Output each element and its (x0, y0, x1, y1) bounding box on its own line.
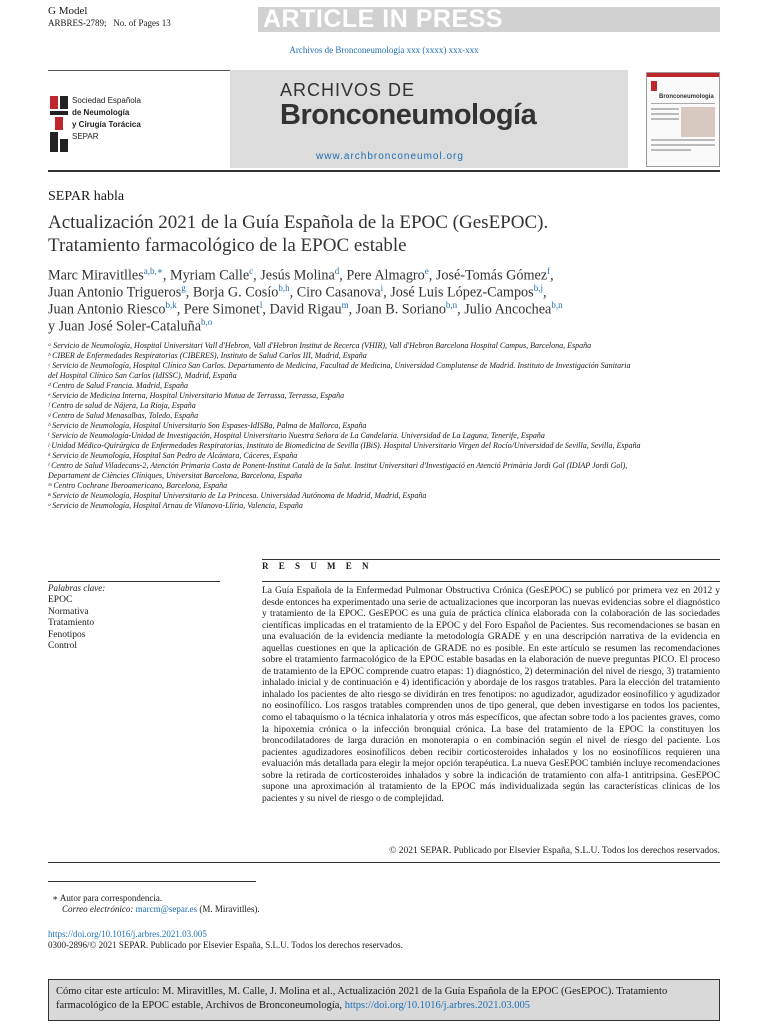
affiliation-item: ʰ Servicio de Neumología, Hospital Universitario Son Espases-IdISBa, Palma de Mallorca, España (48, 421, 367, 430)
affiliation-item: ᵒ Servicio de Neumología, Hospital Arnau de Vilanova-Llíria, Valencia, España (48, 501, 303, 510)
cover-title: Bronconeumología (659, 94, 714, 100)
author-name: Marc Miravitlles (48, 267, 144, 284)
author-name: , (542, 284, 547, 301)
author-affiliation-mark[interactable]: i (380, 283, 384, 293)
keywords-label: Palabras clave: (48, 583, 106, 593)
author-name: Juan Antonio Riesco (48, 301, 166, 318)
keywords-rule (48, 581, 220, 582)
gmodel-label: G Model (48, 5, 88, 17)
affiliation-item: ᵈ Centro de Salud Francia. Madrid, España (48, 381, 188, 390)
author-name: , Ciro Casanova (289, 284, 381, 301)
affiliation-item: del Hospital Clínico San Carlos (IdISSC), Madrid, España (48, 371, 237, 380)
author-name: , (550, 267, 554, 284)
keyword: Control (48, 641, 78, 652)
section-label: SEPAR habla (48, 189, 125, 204)
keyword: Fenotipos (48, 629, 86, 640)
journal-title-large: Bronconeumología (280, 99, 537, 131)
abstract-text: La Guía Española de la Enfermedad Pulmonar Obstructiva Crónica (GesEPOC) se publicó por primera vez en 2012 y desde entonces ha experimentado una serie de actualizaciones que incorporan las nuevas evidencias sobre el diagnóstico y tratamiento de la EPOC. GesEPOC es una guía de práctica clínica elaborada con la colaboración de las sociedades científicas implicadas en el tratamiento de la EPOC y del Foro Español de Pacientes. Sus recomendaciones se basan en una evaluación de la evidencia mediante la metodología GRADE y en una descripción narrativa de la evidencia en aquellas cuestiones en que la aplicación de GRADE no es posible. En este artículo se resumen las recomendaciones sobre el tratamiento farmacológico de la EPOC estable basadas en la elaboración de nueve preguntas PICO. El proceso de tratamiento de la EPOC comprende cuatro etapas: 1) diagnóstico, 2) determinación del nivel de riesgo, 3) tratamiento inhalado inicial y de continuación e 4) identificación y abordaje de los rasgos tratables. Para la elección del tratamiento inhalado los pacientes de alto riesgo se dividirán en tres fenotipos: no agudizador, agudizador eosinofílico y agudizador no eosinofílico. Los rasgos tratables comprenden unos de tipo general, que deben investigarse en todos los pacientes, como el tabaquismo o la técnica inhalatoria y otros más específicos, que afectan sobre todo a los pacientes graves, como la hipoxemia crónica o la infección bronquial crónica. La base del tratamiento de la EPOC la constituyen los broncodilatadores de larga duración en monoterapia o en combinación según el nivel de riesgo del paciente. Los pacientes agudizadores eosinofílicos deben recibir corticosteroides inhalados y los no eosinofílicos requieren una evaluación más detallada para elegir la mejor opción terapéutica. La nueva GesEPOC también incluye recomendaciones sobre la retirada de corticosteroides inhalados y sobre la indicación de tratamiento con alfa-1 antitripsina. GesEPOC supone una aproximación al tratamiento de la EPOC más individualizada según las características clínicas de los pacientes y su nivel de riesgo o de complejidad. (262, 586, 720, 804)
email-link[interactable]: marcm@separ.es (135, 904, 198, 914)
footnote-rule (48, 881, 256, 882)
keyword: Tratamiento (48, 618, 95, 629)
separ-logo-icon (49, 95, 71, 153)
affiliation-item: ʲ Unidad Médico-Quirúrgica de Enfermedades Respiratorias, Instituto de Biomedicina de Sevilla (IBiS). Hospital Universitario Virgen del Rocío/Universidad de Sevilla, Sevilla, España (48, 441, 641, 450)
author-list-line-4 (48, 317, 212, 336)
author-name: , Pere Almagro (339, 267, 425, 284)
author-list-line-3 (48, 300, 563, 319)
affiliation-item: ᶜ Servicio de Neumología, Hospital Clínico San Carlos. Departamento de Medicina, Facultad de Medicina, Universidad Complutense de Madrid. Instituto de Investigación Sanitaria (48, 361, 631, 370)
affiliation-list (48, 341, 720, 511)
running-header (48, 5, 171, 29)
author-name: , David Rigau (262, 301, 342, 318)
article-in-press-label: ARTICLE IN PRESS (263, 5, 503, 33)
keyword: Normativa (48, 606, 89, 617)
author-name: , Pere Simonet (176, 301, 260, 318)
author-affiliation-mark[interactable]: b,n (445, 300, 458, 310)
author-name: Juan Antonio Trigueros (48, 284, 182, 301)
author-name: , Joan B. Soriano (348, 301, 446, 318)
author-affiliation-mark[interactable]: m (341, 300, 349, 310)
society-name: Sociedad Española de Neumología y Cirugía Torácica SEPAR (72, 96, 141, 141)
author-name: y Juan José Soler-Cataluña (48, 318, 201, 335)
resumen-heading: R E S U M E N (262, 561, 373, 571)
author-affiliation-mark[interactable]: e (424, 266, 429, 276)
journal-title-small: ARCHIVOS DE (280, 80, 416, 100)
article-title-line-1: Actualización 2021 de la Guía Española de la EPOC (GesEPOC). (48, 212, 549, 233)
author-name: , Myriam Calle (162, 267, 250, 284)
author-affiliation-mark[interactable]: c (249, 266, 254, 276)
journal-url-link[interactable]: www.archbronconeumol.org (316, 151, 464, 162)
author-affiliation-mark[interactable]: b,o (201, 317, 213, 327)
author-affiliation-mark[interactable]: b,k (165, 300, 177, 310)
email-note: Correo electrónico: marcm@separ.es (M. Miravitlles). (62, 904, 260, 914)
affiliation-item: ᵃ Servicio de Neumología, Hospital Universitari Vall d'Hebron, Vall d'Hebron Institut de Recerca (VHIR), Vall d'Hebron Barcelona Hospital Campus, Barcelona, España (48, 341, 592, 350)
keywords-list (48, 595, 94, 653)
issn-copyright: 0300-2896/© 2021 SEPAR. Publicado por Elsevier España, S.L.U. Todos los derechos reservados. (48, 940, 403, 950)
author-name: , José Luis López-Campos (383, 284, 534, 301)
affiliation-item: Departament de Ciències Clíniques, Universitat Barcelona, Barcelona, España (48, 471, 303, 480)
affiliation-item: ᵇ CIBER de Enfermedades Respiratorias (CIBERES), Instituto de Salud Carlos III, Madrid, España (48, 351, 367, 360)
keyword: EPOC (48, 595, 73, 605)
author-affiliation-mark[interactable]: l (259, 300, 263, 310)
resumen-top-rule (262, 559, 720, 560)
author-list-line-1 (48, 266, 554, 285)
affiliation-item: ˡ Centro de Salud Viladecans-2, Atención Primaria Costa de Ponent-Institut Català de la Salut. Institut Universitari d'Investigació en Atenció Primària Jordi Gol (IDIAP Jordi Gol), (48, 461, 628, 470)
author-affiliation-mark[interactable]: d (334, 266, 340, 276)
citation-doi-link[interactable]: https://doi.org/10.1016/j.arbres.2021.03.005 (344, 999, 530, 1011)
author-affiliation-mark[interactable]: a,b,∗ (143, 266, 163, 276)
masthead-bottom-rule (48, 170, 720, 172)
affiliation-item: ᵍ Centro de Salud Menasalbas, Toledo, España (48, 411, 199, 420)
author-name: , Jesús Molina (253, 267, 335, 284)
author-list-line-2 (48, 283, 547, 302)
author-affiliation-mark[interactable]: b,j (533, 283, 543, 293)
corresponding-author-note: ∗ Autor para correspondencia. (52, 893, 163, 903)
abstract-rule (262, 581, 720, 582)
affiliation-item: ⁱ Servicio de Neumología-Unidad de Investigación, Hospital Universitario Nuestra Señora de La Candelaria. Universidad de La Laguna, Tenerife, España (48, 431, 545, 440)
author-affiliation-mark[interactable]: g (181, 283, 186, 293)
article-id: ARBRES-2789; No. of Pages 13 (48, 18, 171, 28)
doi-link[interactable]: https://doi.org/10.1016/j.arbres.2021.03.005 (48, 929, 207, 939)
affiliation-item: ⁿ Servicio de Neumología, Hospital Universitario de La Princesa. Universidad Autónoma de Madrid, Madrid, España (48, 491, 427, 500)
author-affiliation-mark[interactable]: b,h (278, 283, 290, 293)
article-title-line-2: Tratamiento farmacológico de la EPOC estable (48, 235, 407, 256)
abstract-copyright: © 2021 SEPAR. Publicado por Elsevier España, S.L.U. Todos los derechos reservados. (389, 846, 720, 856)
citation-text: Cómo citar este artículo: M. Miravitlles, M. Calle, J. Molina et al., Actualización 2021 de la Guía Española de la EPOC (GesEPOC). Tratamiento farmacológico de la EPOC estable, Archivos de Bronconeumología, https://doi.org/10.1016/j.arbres.2021.03.005 (56, 986, 668, 1011)
journal-cover-thumbnail (646, 72, 720, 167)
author-name: , Borja G. Cosío (185, 284, 279, 301)
author-affiliation-mark[interactable]: f (547, 266, 551, 276)
abstract-bottom-rule (48, 862, 720, 863)
affiliation-item: ᵏ Servicio de Neumología, Hospital San Pedro de Alcántara, Cáceres, España (48, 451, 298, 460)
affiliation-item: ᵉ Servicio de Medicina Interna, Hospital Universitario Mutua de Terrassa, Terrassa, España (48, 391, 345, 400)
author-name: , Julio Ancochea (457, 301, 552, 318)
author-name: , José-Tomás Gómez (428, 267, 548, 284)
journal-citation-line[interactable]: Archivos de Bronconeumología xxx (xxxx) xxx-xxx (289, 45, 479, 55)
affiliation-item: ᶠ Centro de salud de Nájera, La Rioja, España (48, 401, 196, 410)
author-affiliation-mark[interactable]: b,n (551, 300, 563, 310)
affiliation-item: ᵐ Centro Cochrane Iberoamericano, Barcelona, España (48, 481, 228, 490)
